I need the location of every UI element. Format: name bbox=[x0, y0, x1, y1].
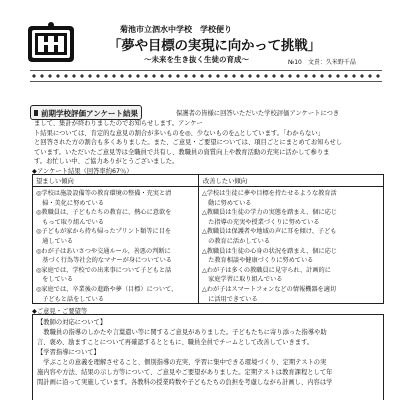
newsletter-subtitle: ～未来を生き抜く生徒の育成～ bbox=[144, 55, 249, 64]
paragraph-line: まして、集計が終わりましたのでお知らせします。アンケー bbox=[34, 120, 203, 127]
list-item: ◎家庭では、学校での出来事について子どもと話 bbox=[36, 266, 172, 274]
list-item: もって取り組んでいる bbox=[36, 218, 105, 226]
paragraph-line: ています。いただいたご意見等は全職員で共有し、教職員の資質向上や教育活動の充実に活かして参りま bbox=[34, 148, 330, 156]
improvement-trend-header: 改善したい傾向 bbox=[203, 178, 248, 185]
list-item: △教職員は保護者や地域の声に耳を傾け、子ども bbox=[202, 228, 337, 236]
list-item: △教職員は生徒の学力の実態を踏まえ、個に応じ bbox=[202, 209, 338, 217]
paragraph-line: ト結果については、肯定的な意見の割合が多いものを◎、少ないものを△としています。「わからない」 bbox=[34, 129, 324, 137]
author-credit: 文責：久米野千晶 bbox=[307, 59, 356, 66]
list-item: ◎子どもが家から持ち帰ったプリント類等に目を bbox=[36, 228, 172, 236]
list-item: ◎学校は施設設備等の教育環境の整備・充実と清 bbox=[36, 190, 172, 197]
paragraph-line: 保護者の皆様に回答いただいた学校評価アンケートにつき bbox=[176, 110, 340, 117]
opinion-heading: 【教師の対応について】 bbox=[37, 319, 107, 326]
paragraph-line: と回答された方の割合も多くありました。また、ご意見・ご要望については、項目ごとにまとめてお知らせし bbox=[34, 139, 343, 146]
positive-trend-header: 望ましい傾向 bbox=[36, 178, 74, 185]
list-item: た教育相談や健康づくりに努めている bbox=[202, 257, 314, 265]
list-item: 子どもと話をしている bbox=[36, 295, 105, 303]
table-header-rule bbox=[33, 186, 383, 187]
list-item: 基づく行為等社会的なマナーが身についている bbox=[36, 257, 172, 265]
list-item: た指導の充実や授業づくりに努めている bbox=[202, 218, 320, 226]
band-rule-bottom bbox=[30, 81, 382, 82]
list-item: 動に努めている bbox=[202, 199, 252, 207]
band-rule-top bbox=[30, 70, 382, 71]
list-item: ◎家庭では、卒業後の進路や夢（目標）について、 bbox=[36, 285, 178, 293]
school-name: 菊池市立泗水中学校 学校便り bbox=[120, 25, 232, 34]
list-item: 掃・美化に努めている bbox=[36, 199, 105, 207]
opinion-line: 言、褒め、励ますことについて再確認するとともに、職員全員でチームとして改善していきます。 bbox=[37, 339, 314, 346]
school-emblem-icon bbox=[26, 20, 76, 66]
opinion-line: 間計画に沿って実施しています。各教科の授業時数や子どもたちの負担を考慮しながら計画し、内容は学 bbox=[37, 379, 333, 386]
improvement-trend-list bbox=[202, 189, 382, 304]
list-item: をしている bbox=[36, 276, 74, 284]
list-item: に活用できている bbox=[202, 295, 258, 303]
decorative-band bbox=[30, 72, 382, 80]
opinions-caption: ◆ご意見・ご要望等 bbox=[32, 308, 88, 315]
paragraph-line: す。お忙しい中、ご協力ありがとうございました。 bbox=[34, 158, 179, 165]
newsletter-title: 「夢や目標の実現に向かって挑戦」 bbox=[108, 38, 321, 54]
opinion-line: 教職員の指導のしかたや言葉遣い等に関するご意見がありました。子どもたちに寄り添った指導や助 bbox=[37, 329, 327, 336]
opinion-line: 学ぶことの意義を理解させること、個別指導の充実、学習に集中できる環境づくり、定期テストの実 bbox=[37, 359, 327, 366]
survey-results-table bbox=[32, 174, 384, 304]
list-item: ◎教職員は、子どもたちの教育に、熱心に意欲を bbox=[36, 209, 172, 217]
list-item: 家庭学習に取り組んでいる bbox=[202, 276, 283, 284]
table-column-divider bbox=[198, 175, 199, 303]
section-heading: 前期学校評価アンケート結果 bbox=[30, 105, 142, 120]
positive-trend-list bbox=[36, 189, 196, 304]
list-item: △わが子は多くの教職員に見守られ、計画的に bbox=[202, 266, 331, 274]
list-item: 通している bbox=[36, 237, 74, 245]
survey-results-caption: ◆アンケート結果（回答率約67％） bbox=[32, 168, 133, 175]
issue-info bbox=[288, 57, 362, 66]
list-item: △学校は生徒に夢や目標を持たせるような教育活 bbox=[202, 190, 337, 197]
opinion-heading: 【学習指導について】 bbox=[37, 349, 100, 356]
list-item: ◎わが子はあいさつや交通ルール、善悪の判断に bbox=[36, 247, 171, 255]
list-item: の教育に活かしている bbox=[202, 237, 271, 245]
issue-number: №10 bbox=[288, 59, 302, 66]
list-item: △教職員は生徒の心身の状況を踏まえ、個に応じ bbox=[202, 247, 338, 255]
opinions-box bbox=[32, 314, 384, 400]
opinion-line: 施内容や方法、結果の示し方等について、ご意見やご要望がありました。定期テストは教育課程として年 bbox=[37, 369, 333, 376]
list-item: △わが子はスマートフォンなどの情報機器を適切 bbox=[202, 285, 337, 293]
